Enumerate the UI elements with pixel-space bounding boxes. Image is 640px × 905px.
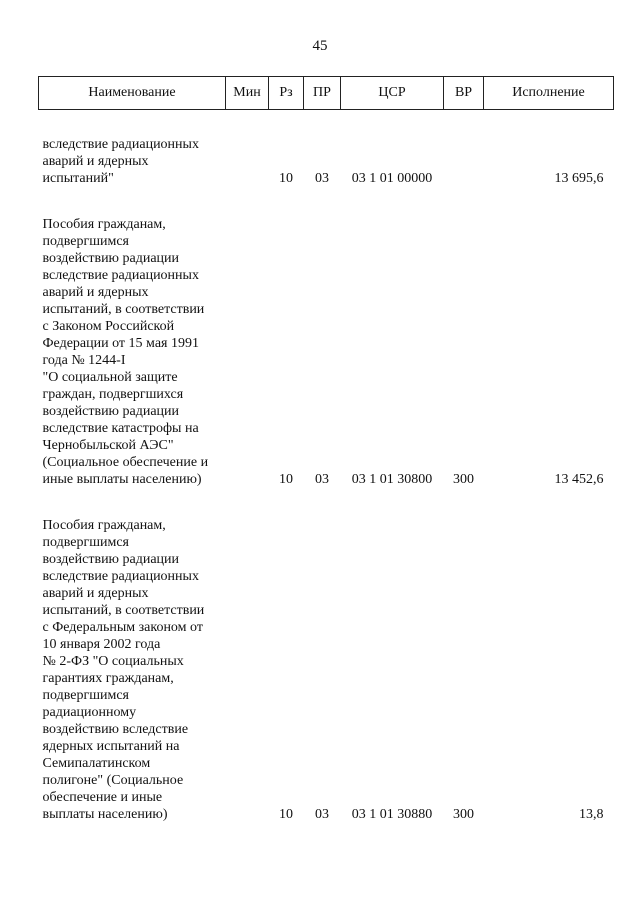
row-min	[226, 136, 269, 187]
row-exec: 13 452,6	[554, 472, 604, 487]
budget-table	[38, 76, 614, 823]
table-header-row	[39, 77, 614, 110]
row-csr: 03 1 01 30880	[351, 807, 433, 822]
header-pr: ПР	[304, 77, 341, 110]
row-csr: 03 1 01 00000	[351, 171, 433, 186]
spacer-row	[39, 488, 614, 517]
header-min: Мин	[226, 77, 269, 110]
header-exec: Исполнение	[484, 77, 614, 110]
row-vr: 300	[453, 472, 474, 487]
row-name: вследствие радиационных аварий и ядерных испытаний"	[42, 137, 199, 186]
row-min	[226, 517, 269, 823]
row-pr: 03	[315, 171, 329, 186]
row-pr: 03	[315, 807, 329, 822]
row-rz: 10	[279, 171, 293, 186]
row-exec: 13 695,6	[554, 171, 604, 186]
row-name: Пособия гражданам, подвергшимся воздействию радиации вследствие радиационных аварий и ядерных испытаний, в соответствии с Федеральным законом от 10 января 2002 года № 2-ФЗ "О социальных гарантиях гражданам, подвергшимся радиационному воздействию вследствие ядерных испытаний на Семипалатинском полигоне" (Социальное обеспечение и иные выплаты населению)	[42, 518, 205, 822]
row-min	[226, 216, 269, 488]
spacer-row	[39, 110, 614, 137]
row-name: Пособия гражданам, подвергшимся воздействию радиации вследствие радиационных аварий и ядерных испытаний, в соответствии с Законом Российской Федерации от 15 мая 1991 года № 1244-I "О социальной защите граждан, подвергшихся воздействию радиации вследствие катастрофы на Чернобыльской АЭС" (Социальное обеспечение и иные выплаты населению)	[42, 217, 209, 487]
row-vr	[444, 136, 484, 187]
row-csr: 03 1 01 30800	[351, 472, 433, 487]
spacer-row	[39, 187, 614, 216]
header-rz: Рз	[269, 77, 304, 110]
row-pr: 03	[315, 472, 329, 487]
table-row	[39, 136, 614, 187]
table-row	[39, 216, 614, 488]
header-name: Наименование	[39, 77, 226, 110]
row-vr: 300	[453, 807, 474, 822]
header-vr: ВР	[444, 77, 484, 110]
row-rz: 10	[279, 807, 293, 822]
page-number: 45	[312, 38, 328, 54]
table-row	[39, 517, 614, 823]
row-rz: 10	[279, 472, 293, 487]
row-exec: 13,8	[579, 807, 604, 822]
header-csr: ЦСР	[341, 77, 444, 110]
